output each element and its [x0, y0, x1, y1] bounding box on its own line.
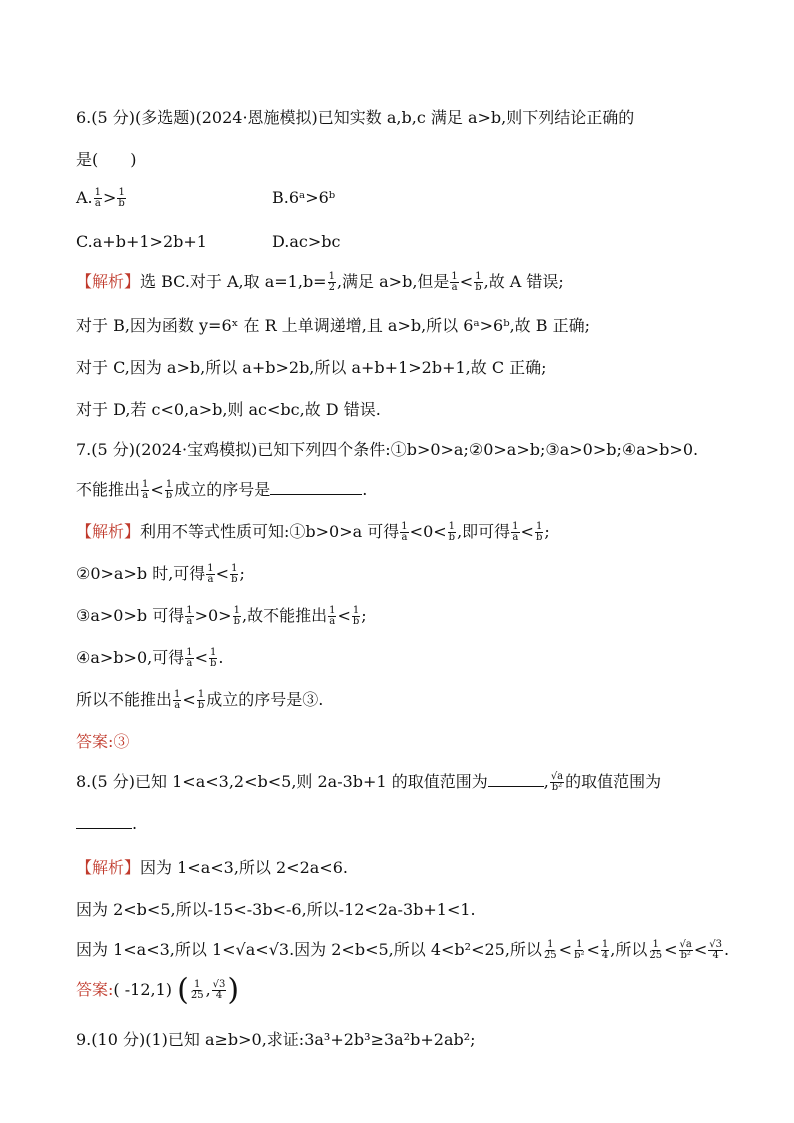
fraction: $\frac{1}{b}$: [352, 605, 360, 627]
q6-option-d: D.ac>bc: [272, 232, 341, 251]
q8-stem-line2: .: [76, 812, 137, 836]
q6-solution-line2: 对于 B,因为函数 y=6ˣ 在 R 上单调递增,且 a>b,所以 6ᵃ>6ᵇ,故 B 正确;: [76, 316, 591, 335]
fraction: $\frac{1}{2}$: [328, 271, 335, 293]
q6-solution-line3: 对于 C,因为 a>b,所以 a+b>2b,所以 a+b+1>2b+1,故 C 正确;: [76, 358, 547, 377]
fraction: $\frac{1}{a}$: [451, 271, 458, 293]
fraction: $\frac{1}{a}$: [512, 521, 519, 543]
q6-solution-line4: 对于 D,若 c<0,a>b,则 ac<bc,故 D 错误.: [76, 400, 381, 419]
fraction: $\frac{1}{25}$: [543, 939, 557, 961]
q8-solution-line2: 因为 2<b<5,所以-15<-3b<-6,所以-12<2a-3b+1<1.: [76, 900, 476, 919]
fraction: $\frac{1}{b}$: [210, 647, 217, 669]
jiexi-label: 【解析】: [76, 522, 141, 541]
fraction: $\frac{1}{b}$: [448, 521, 456, 543]
q7-solution-line1: 【解析】利用不等式性质可知:①b>0>a 可得 $\frac{1}{a}$ <0< $\frac{1}{b}$ ,即可得 $\frac{1}{a}$ < $\frac{1}{b}$ ;: [76, 521, 550, 543]
fraction: $\frac{1}{a}$: [94, 187, 102, 209]
fraction: $\frac{1}{b}$: [475, 271, 482, 293]
jiexi-label: 【解析】: [76, 272, 141, 291]
fraction: $\frac{1}{a}$: [186, 605, 193, 627]
fraction: $\frac{√a}{\text{b²}}$: [550, 771, 564, 793]
q7-solution-line2: ②0>a>b 时,可得 $\frac{1}{a}$ < $\frac{1}{b}$ ;: [76, 563, 245, 585]
fraction: $\frac{1}{b}$: [231, 563, 238, 585]
fraction: $\frac{1}{a}$: [401, 521, 408, 543]
answer-blank: [488, 772, 544, 787]
fraction: $\frac{1}{a}$: [207, 563, 214, 585]
fraction: $\frac{1}{b}$: [197, 689, 205, 711]
q7-solution-line3: ③a>0>b 可得 $\frac{1}{a}$ >0> $\frac{1}{b}$ ,故不能推出 $\frac{1}{a}$ < $\frac{1}{b}$ ;: [76, 605, 367, 627]
q8-stem-line1: 8.(5 分)已知 1<a<3,2<b<5,则 2a-3b+1 的取值范围为 , $\frac{√a}{\text{b²}}$ 的取值范围为: [76, 771, 662, 793]
fraction: $\frac{1}{25}$: [190, 979, 204, 1001]
fraction: $\frac{1}{b}$: [165, 479, 173, 501]
q6-option-b: B.6ᵃ>6ᵇ: [272, 188, 336, 207]
fraction: $\frac{1}{a}$: [174, 689, 181, 711]
fraction: $\frac{1}{\text{b²}}$: [574, 939, 585, 961]
fraction: $\frac{1}{a}$: [142, 479, 149, 501]
q6-solution-line1: 【解析】选 BC.对于 A,取 a=1,b= $\frac{1}{2}$ ,满足 a>b,但是 $\frac{1}{a}$ < $\frac{1}{b}$ ,故 A 错误;: [76, 271, 564, 293]
q9-stem-line1: 9.(10 分)(1)已知 a≥b>0,求证:3a³+2b³≥3a²b+2ab²;: [76, 1030, 476, 1049]
q7-solution-line5: 所以不能推出 $\frac{1}{a}$ < $\frac{1}{b}$ 成立的序号是③.: [76, 689, 324, 711]
answer-blank: [270, 480, 362, 495]
q8-solution-line1: 【解析】因为 1<a<3,所以 2<2a<6.: [76, 858, 348, 877]
fraction: $\frac{1}{b}$: [118, 187, 125, 209]
fraction: $\frac{√3}{4}$: [212, 979, 226, 1001]
fraction: $\frac{√a}{\text{b²}}$: [679, 939, 692, 961]
q7-stem-line1: 7.(5 分)(2024·宝鸡模拟)已知下列四个条件:①b>0>a;②0>a>b;③a>0>b;④a>b>0.: [76, 440, 699, 459]
q7-stem-line2: 不能推出 $\frac{1}{a}$ < $\frac{1}{b}$ 成立的序号是 .: [76, 479, 368, 501]
q6-option-a: A. $\frac{1}{a}$ > $\frac{1}{b}$: [76, 187, 125, 209]
q6-option-c: C.a+b+1>2b+1: [76, 232, 207, 251]
q7-solution-line4: ④a>b>0,可得 $\frac{1}{a}$ < $\frac{1}{b}$ .: [76, 647, 224, 669]
answer-blank: [76, 814, 132, 829]
fraction: $\frac{1}{a}$: [186, 647, 193, 669]
q8-solution-line3: 因为 1<a<3,所以 1<√a<√3.因为 2<b<5,所以 4<b²<25,所以 $\frac{1}{25}$ < $\frac{1}{\text{b²}}$ < $\frac{1}{4}$ ,所以 $\frac{1}{25}$ < $\frac{√a}{\text{b²}}$ < $\frac{√3}{4}$ .: [76, 939, 730, 961]
fraction: $\frac{1}{b}$: [535, 521, 543, 543]
q7-answer: 答案:③: [76, 732, 130, 751]
fraction: $\frac{1}{25}$: [649, 939, 663, 961]
jiexi-label: 【解析】: [76, 858, 141, 877]
fraction: $\frac{1}{b}$: [233, 605, 240, 627]
fraction: $\frac{1}{4}$: [601, 939, 609, 961]
fraction: $\frac{√3}{4}$: [709, 939, 722, 961]
q6-stem-line1: 6.(5 分)(多选题)(2024·恩施模拟)已知实数 a,b,c 满足 a>b,则下列结论正确的: [76, 108, 635, 127]
q8-answer: 答案:( -12,1) ( $\frac{1}{25}$ , $\frac{√3}{4}$ ): [76, 972, 240, 1008]
fraction: $\frac{1}{a}$: [329, 605, 336, 627]
q6-stem-line2: 是( ): [76, 150, 137, 169]
